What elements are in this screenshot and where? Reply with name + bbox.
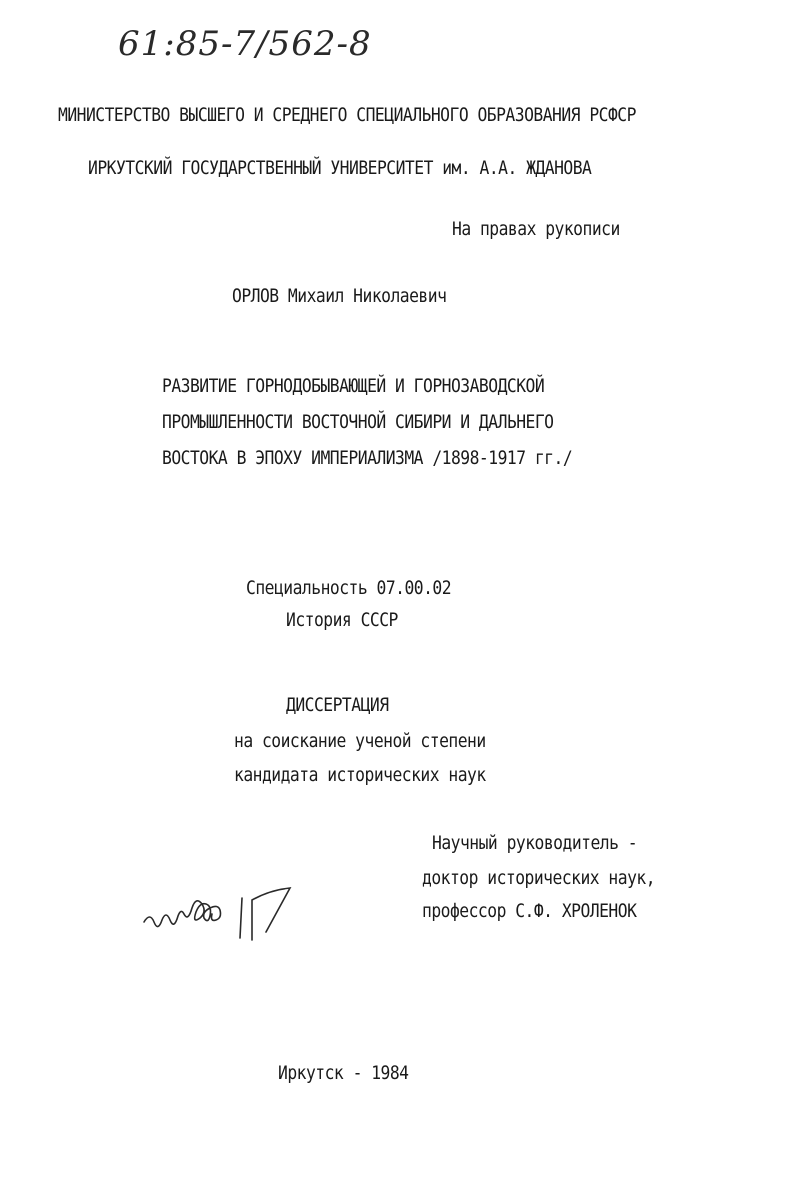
degree-line-1: на соискание ученой степени xyxy=(234,730,486,752)
specialty-name: История СССР xyxy=(286,609,398,631)
supervisor-degree: доктор исторических наук, xyxy=(422,867,656,889)
document-type: ДИССЕРТАЦИЯ xyxy=(286,694,389,716)
place-year: Иркутск - 1984 xyxy=(278,1062,409,1084)
archive-mark: 61:85-7/562-8 xyxy=(118,24,372,64)
author-name: ОРЛОВ Михаил Николаевич xyxy=(232,285,447,307)
degree-line-2: кандидата исторических наук xyxy=(234,764,486,786)
supervisor-name: профессор С.Ф. ХРОЛЕНОК xyxy=(422,900,637,922)
university-line: ИРКУТСКИЙ ГОСУДАРСТВЕННЫЙ УНИВЕРСИТЕТ им. А.А. ЖДАНОВА xyxy=(88,157,592,179)
manuscript-note: На правах рукописи xyxy=(452,218,620,240)
dissertation-title-line-3: ВОСТОКА В ЭПОХУ ИМПЕРИАЛИЗМА /1898-1917 гг./ xyxy=(162,447,573,469)
ministry-line: МИНИСТЕРСТВО ВЫСШЕГО И СРЕДНЕГО СПЕЦИАЛЬНОГО ОБРАЗОВАНИЯ РСФСР xyxy=(58,104,636,126)
dissertation-title-line-2: ПРОМЫШЛЕННОСТИ ВОСТОЧНОЙ СИБИРИ И ДАЛЬНЕГО xyxy=(162,411,554,433)
handwritten-signature xyxy=(140,880,300,950)
supervisor-role: Научный руководитель - xyxy=(432,832,638,854)
specialty-code: Специальность 07.00.02 xyxy=(246,577,452,599)
dissertation-title-line-1: РАЗВИТИЕ ГОРНОДОБЫВАЮЩЕЙ И ГОРНОЗАВОДСКОЙ xyxy=(162,375,545,397)
